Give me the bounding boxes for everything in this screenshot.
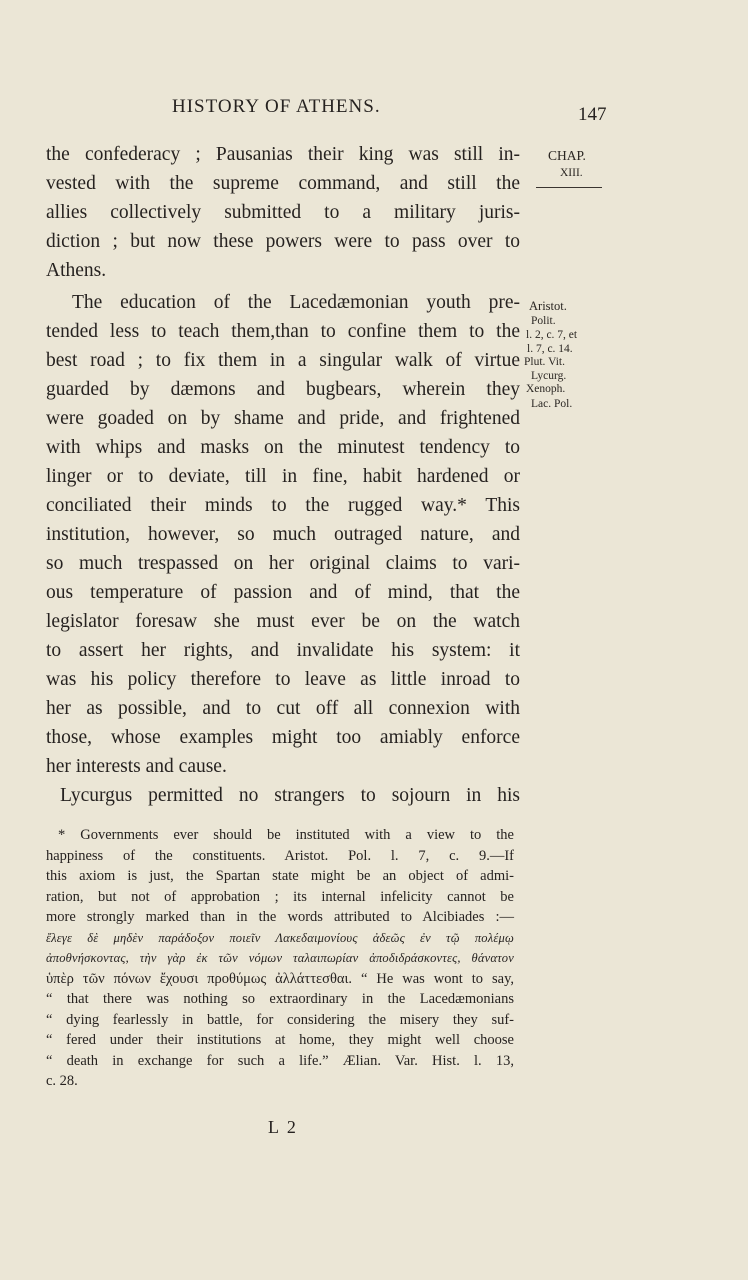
text-line: was his policy therefore to leave as little inroad to (46, 669, 520, 690)
footnote-line: more strongly marked than in the words attributed to Alcibiades :— (46, 909, 514, 925)
footnote-line: this axiom is just, the Spartan state might be an object of admi- (46, 868, 514, 884)
source-note: Xenoph. (526, 383, 566, 395)
footnote (46, 825, 514, 1092)
page-number: 147 (578, 104, 607, 125)
text-line: those, whose examples might too amiably enforce (46, 727, 520, 748)
chapter-label: CHAP. (548, 148, 586, 163)
source-note: l. 2, c. 7, et (526, 329, 578, 341)
footnote-line: “ fered under their institutions at home, they might well choose (46, 1032, 514, 1048)
source-note: Plut. Vit. (524, 356, 565, 368)
text-line: linger or to deviate, till in fine, habit hardened or (46, 466, 520, 487)
text-line: Athens. (46, 260, 107, 281)
text-line: legislator foresaw she must ever be on the watch (46, 611, 520, 632)
footnote-line: ration, but not of approbation ; its internal infelicity cannot be (46, 888, 514, 905)
footnote-line: c. 28. (46, 1073, 78, 1089)
source-note: l. 7, c. 14. (527, 343, 573, 355)
text-line: The education of the Lacedæmonian youth pre- (72, 292, 520, 313)
running-title: HISTORY OF ATHENS. (172, 96, 381, 117)
source-note: Aristot. (529, 299, 567, 313)
footnote-line: ὑπὲρ τῶν πόνων ἔχουσι προθύμως ἀλλάττεσθαι. “ He was wont to say, (46, 970, 514, 987)
text-line: her as possible, and to cut off all connexion with (46, 698, 520, 719)
source-note: Lycurg. (531, 370, 567, 382)
text-line: ous temperature of passion and of mind, that the (46, 582, 520, 603)
footnote-line: happiness of the constituents. Aristot. Pol. l. 7, c. 9.—If (46, 847, 514, 864)
footnote-greek-line: ἔλεγε δὲ μηδὲν παράδοξον ποιεῖν Λακεδαιμονίους ἀδεῶς ἐν τῷ πολέμῳ (46, 930, 514, 945)
footnote-line: “ death in exchange for such a life.” Ælian. Var. Hist. l. 13, (46, 1052, 514, 1069)
footnote-greek-line: ἀποθνήσκοντας, τὴν γὰρ ἐκ τῶν νόμων ταλαιπωρίαν ἀποδιδράσκοντες, θάνατον (46, 951, 514, 965)
text-line: conciliated their minds to the rugged way.* This (46, 495, 520, 516)
text-line: the confederacy ; Pausanias their king was still in- (46, 144, 520, 165)
source-note: Lac. Pol. (531, 398, 573, 410)
chapter-rule (536, 187, 602, 188)
text-line: so much trespassed on her original claims to vari- (46, 553, 520, 574)
text-line: vested with the supreme command, and still the (46, 173, 520, 194)
text-line: allies collectively submitted to a military juris- (46, 202, 520, 223)
chapter-number: XIII. (560, 167, 583, 179)
source-note: Polit. (531, 315, 556, 327)
text-line: with whips and masks on the minutest tendency to (46, 437, 520, 458)
text-line: were goaded on by shame and pride, and frightened (46, 408, 520, 429)
text-line: her interests and cause. (46, 756, 227, 777)
text-line: tended less to teach them,than to confine them to the (46, 321, 520, 342)
signature-mark: L 2 (268, 1117, 298, 1137)
text-line: to assert her rights, and invalidate his system: it (46, 640, 520, 661)
body-text (46, 140, 520, 810)
text-line: best road ; to fix them in a singular walk of virtue (46, 350, 520, 371)
text-line: guarded by dæmons and bugbears, wherein they (46, 379, 520, 400)
text-line: institution, however, so much outraged nature, and (46, 524, 520, 545)
footnote-line: * Governments ever should be instituted with a view to the (58, 827, 514, 843)
text-line: diction ; but now these powers were to pass over to (46, 231, 520, 252)
footnote-line: “ dying fearlessly in battle, for considering the misery they suf- (46, 1011, 514, 1028)
text-line: Lycurgus permitted no strangers to sojourn in his (60, 785, 520, 806)
footnote-line: “ that there was nothing so extraordinary in the Lacedæmonians (46, 991, 514, 1007)
